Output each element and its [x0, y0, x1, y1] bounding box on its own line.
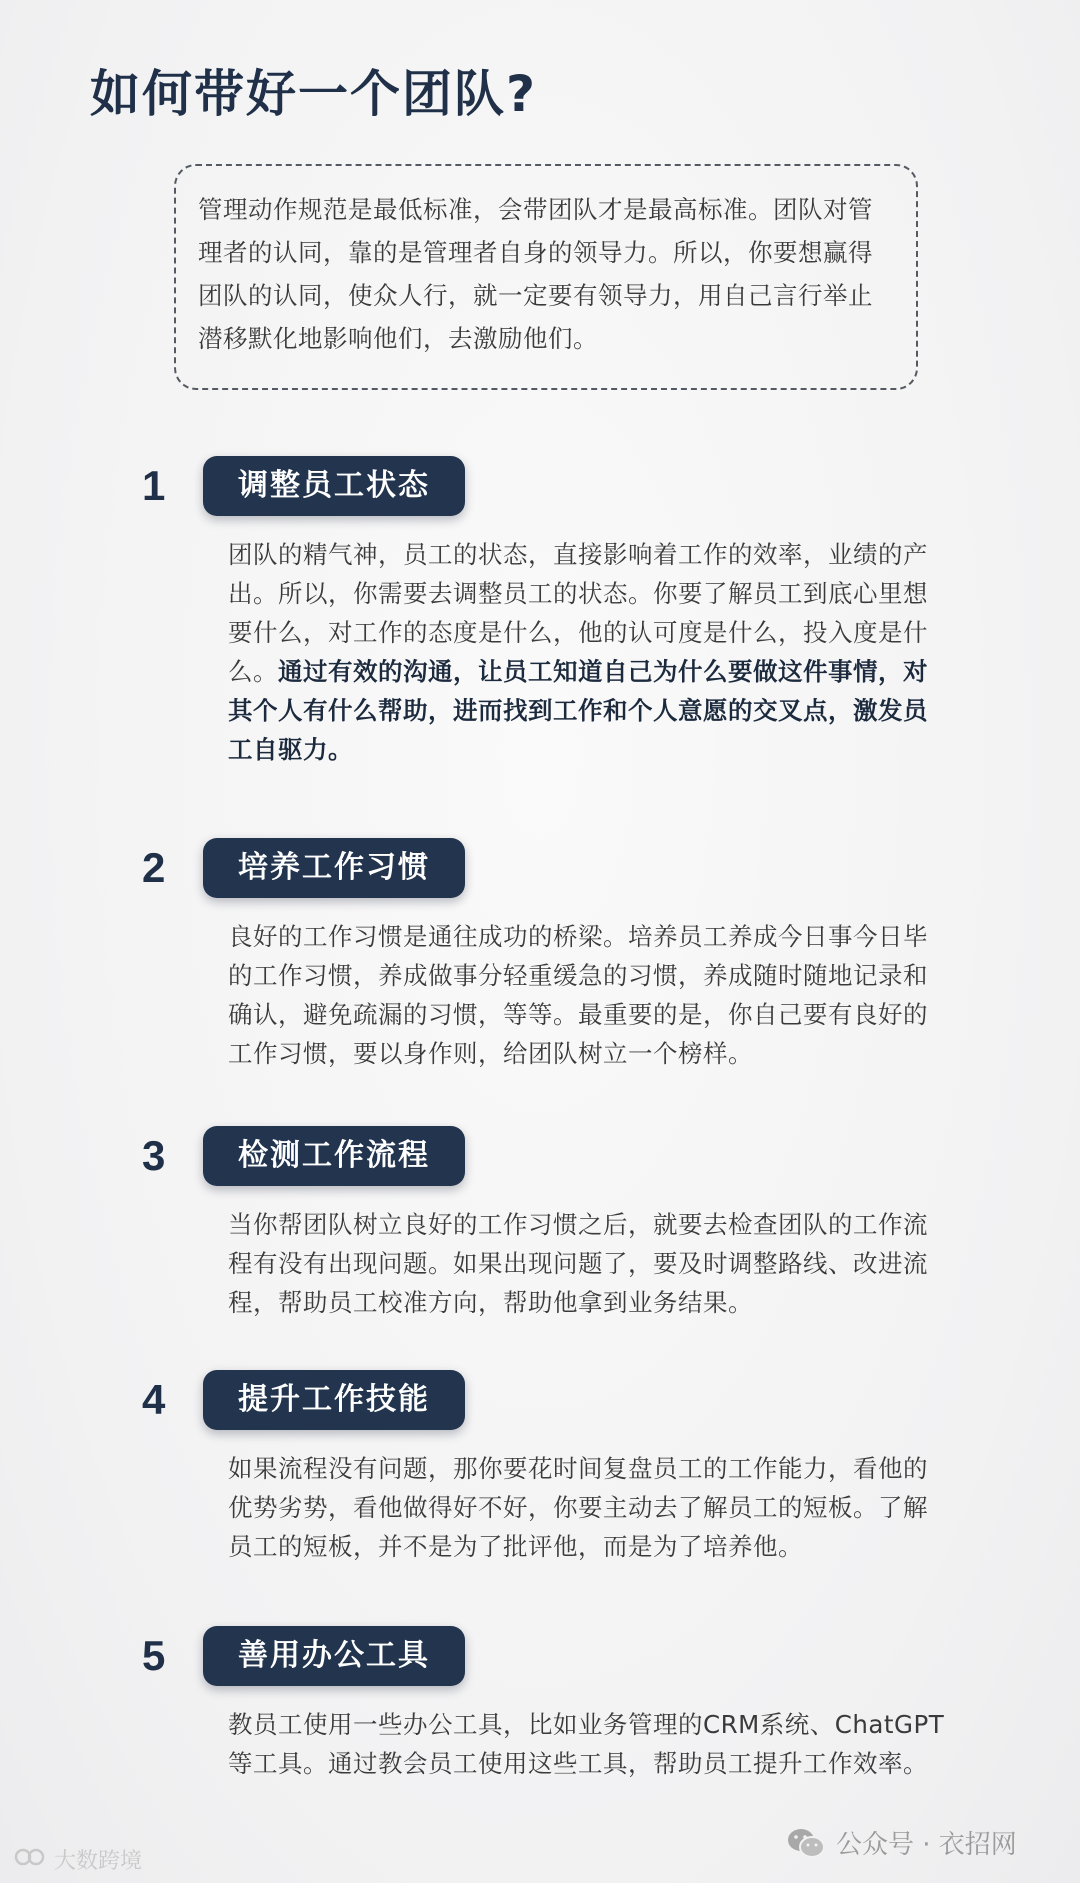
logo-icon: [14, 1846, 48, 1874]
watermark-right-text: 公众号 · 衣招网: [836, 1830, 1017, 1860]
watermark-right: [786, 1824, 1017, 1861]
intro-box: 管理动作规范是最低标准，会带团队才是最高标准。团队对管理者的认同，靠的是管理者自身的领导力。所以，你要想赢得团队的认同，使众人行，就一定要有领导力，用自己言行举止潜移默化地影响他们，去激励他们。: [174, 164, 918, 390]
section-text: 教员工使用一些办公工具，比如业务管理的CRM系统、ChatGPT等工具。通过教会员工使用这些工具，帮助员工提升工作效率。: [228, 1710, 945, 1778]
section-text: 如果流程没有问题，那你要花时间复盘员工的工作能力，看他的优势劣势，看他做得好不好，你要主动去了解员工的短板。了解员工的短板，并不是为了批评他，而是为了培养他。: [228, 1454, 928, 1561]
section-bold-text: 通过有效的沟通，让员工知道自己为什么要做这件事情，对其个人有什么帮助，进而找到工作和个人意愿的交叉点，激发员工自驱力。: [228, 657, 928, 764]
section-number: 2: [142, 844, 166, 891]
section-number: 3: [142, 1132, 166, 1179]
section-heading: 提升工作技能: [203, 1370, 465, 1430]
watermark-left: [14, 1844, 142, 1875]
section-text: [228, 535, 950, 769]
section-heading: 善用办公工具: [203, 1626, 465, 1686]
section-text: 良好的工作习惯是通往成功的桥梁。培养员工养成今日事今日毕的工作习惯，养成做事分轻重缓急的习惯，养成随时随地记录和确认，避免疏漏的习惯，等等。最重要的是，你自己要有良好的工作习惯，要以身作则，给团队树立一个榜样。: [228, 922, 928, 1068]
section-plain-text: 团队的精气神，员工的状态，直接影响着工作的效率，业绩的产出。所以，你需要去调整员工的状态。你要了解员工到底心里想要什么，对工作的态度是什么，他的认可度是什么，投入度是什么。: [228, 540, 928, 686]
section-heading: 检测工作流程: [203, 1126, 465, 1186]
section-number: 1: [142, 462, 166, 509]
section-heading: 调整员工状态: [203, 456, 465, 516]
section-heading: 培养工作习惯: [203, 838, 465, 898]
wechat-icon: [786, 1826, 826, 1860]
section-number: 4: [142, 1376, 166, 1423]
watermark-left-text: 大数跨境: [54, 1849, 143, 1874]
section-text: 当你帮团队树立良好的工作习惯之后，就要去检查团队的工作流程有没有出现问题。如果出现问题了，要及时调整路线、改进流程，帮助员工校准方向，帮助他拿到业务结果。: [228, 1210, 928, 1317]
section-number: 5: [142, 1632, 166, 1679]
page-title: 如何带好一个团队?: [90, 65, 538, 123]
